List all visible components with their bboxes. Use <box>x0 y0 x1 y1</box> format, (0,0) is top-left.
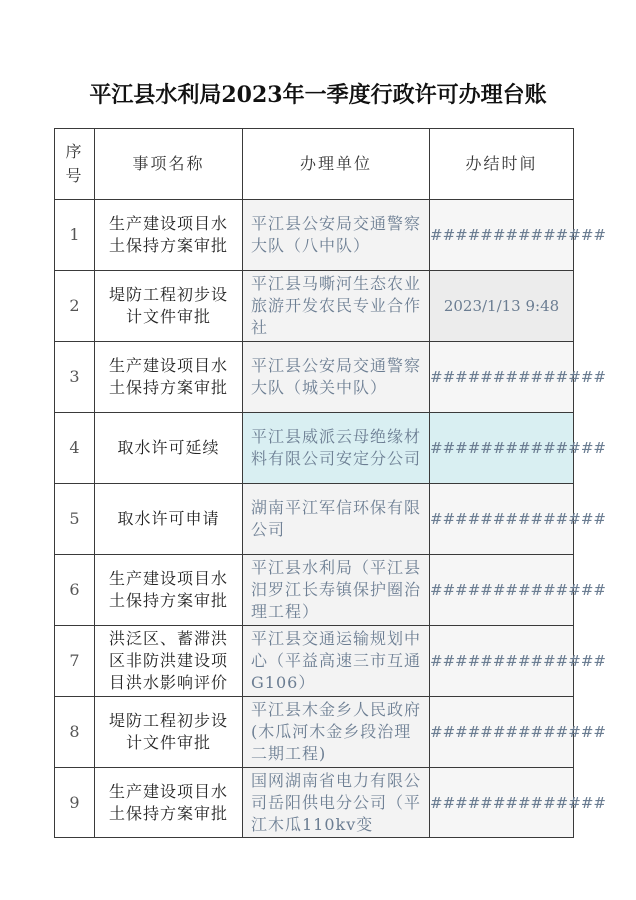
table-row <box>55 271 574 342</box>
header-time: 办结时间 <box>430 129 574 200</box>
cell-time: ############## <box>430 413 574 484</box>
cell-unit: 平江县马嘶河生态农业旅游开发农民专业合作社 <box>243 271 430 342</box>
cell-seq: 2 <box>55 271 95 342</box>
cell-seq: 9 <box>55 768 95 838</box>
table-row <box>55 555 574 626</box>
cell-seq: 5 <box>55 484 95 555</box>
table-row <box>55 200 574 271</box>
cell-time: ############## <box>430 342 574 413</box>
cell-unit: 湖南平江军信环保有限公司 <box>243 484 430 555</box>
cell-time: 2023/1/13 9:48 <box>430 271 574 342</box>
header-item: 事项名称 <box>95 129 243 200</box>
cell-item: 生产建设项目水土保持方案审批 <box>95 768 243 838</box>
cell-item: 生产建设项目水土保持方案审批 <box>95 555 243 626</box>
cell-time: ############## <box>430 768 574 838</box>
cell-seq: 1 <box>55 200 95 271</box>
cell-unit: 平江县交通运输规划中心（平益高速三市互通G106） <box>243 626 430 697</box>
cell-unit: 平江县水利局（平江县汨罗江长寿镇保护圈治理工程） <box>243 555 430 626</box>
cell-item: 洪泛区、蓄滞洪区非防洪建设项目洪水影响评价 <box>95 626 243 697</box>
cell-time: ############## <box>430 200 574 271</box>
header-seq: 序号 <box>55 129 95 200</box>
cell-item: 堤防工程初步设计文件审批 <box>95 697 243 768</box>
cell-seq: 6 <box>55 555 95 626</box>
table-row <box>55 626 574 697</box>
cell-unit: 国网湖南省电力有限公司岳阳供电分公司（平江木瓜110kv变 <box>243 768 430 838</box>
table-row <box>55 484 574 555</box>
cell-unit: 平江县公安局交通警察大队（城关中队） <box>243 342 430 413</box>
page-title: 平江县水利局2023年一季度行政许可办理台账 <box>89 82 547 108</box>
cell-unit: 平江县公安局交通警察大队（八中队） <box>243 200 430 271</box>
cell-seq: 3 <box>55 342 95 413</box>
cell-time: ############## <box>430 484 574 555</box>
table-row <box>55 768 574 838</box>
table-row <box>55 697 574 768</box>
table-header-row <box>55 129 574 200</box>
cell-seq: 7 <box>55 626 95 697</box>
cell-item: 生产建设项目水土保持方案审批 <box>95 342 243 413</box>
cell-item: 取水许可延续 <box>95 413 243 484</box>
cell-time: ############## <box>430 697 574 768</box>
cell-seq: 8 <box>55 697 95 768</box>
cell-unit: 平江县木金乡人民政府(木瓜河木金乡段治理 二期工程) <box>243 697 430 768</box>
cell-unit: 平江县威派云母绝缘材料有限公司安定分公司 <box>243 413 430 484</box>
cell-seq: 4 <box>55 413 95 484</box>
cell-time: ############## <box>430 626 574 697</box>
table-row <box>55 413 574 484</box>
cell-item: 生产建设项目水土保持方案审批 <box>95 200 243 271</box>
header-unit: 办理单位 <box>243 129 430 200</box>
ledger-table <box>54 128 606 838</box>
cell-item: 取水许可申请 <box>95 484 243 555</box>
cell-item: 堤防工程初步设计文件审批 <box>95 271 243 342</box>
table-row <box>55 342 574 413</box>
cell-time: ############## <box>430 555 574 626</box>
